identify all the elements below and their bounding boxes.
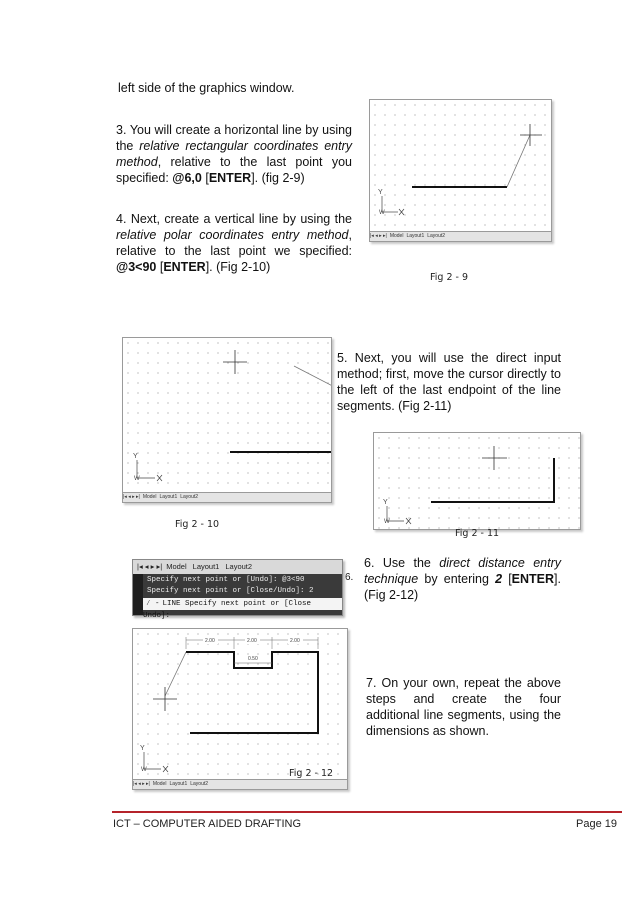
figure-2-9 [369,99,552,242]
tab-layout2[interactable]: Layout2 [427,233,446,239]
step-6-text-c: by entering [418,572,496,586]
figure-2-11-caption: Fig 2 - 11 [455,528,500,539]
tab-layout2[interactable]: Layout2 [180,494,199,500]
step-6-technique: direct distance entry technique [364,556,561,586]
dimension-label-4: 0.50 [248,656,258,662]
command-window [132,559,343,620]
step-3-text-a: 3. You will create a horizontal line by using the [116,123,352,153]
paragraph-continued: left side of the graphics window. [118,81,295,95]
step-6-paragraph [364,555,561,603]
footer-course-title: ICT – COMPUTER AIDED DRAFTING [113,818,302,830]
footer-rule [112,811,622,813]
layout-tab-bar [133,560,342,574]
drawing-canvas [374,433,580,529]
step-3-text-g: ]. (fig 2-9) [251,171,305,185]
tab-nav-arrows[interactable]: |◂ ◂ ▸ ▸| [133,781,150,787]
page-number: Page 19 [576,818,617,830]
step-6-enter: ENTER [511,572,555,586]
step-3-enter: ENTER [208,171,252,185]
step-3-text-e: [ [201,171,209,185]
tab-model[interactable]: Model [389,233,404,239]
layout-tab-bar [133,779,347,789]
tab-layout1[interactable]: Layout1 [406,233,425,239]
dimension-label-2: 2.00 [247,638,257,644]
figure-2-11 [373,432,581,530]
command-input-text: LINE Specify next point or [Close Undo]: [143,600,312,620]
dimension-label-1: 2.00 [205,638,215,644]
tab-model[interactable]: Model [166,562,187,571]
step-4-text-a: 4. Next, create a vertical line by using the [116,212,352,226]
step-4-text-e: [ [156,260,164,274]
ucs-y-label: Y [383,499,388,506]
step-3-text-c: , relative to the last point you specified: [116,155,352,185]
tab-layout1[interactable]: Layout1 [169,781,188,787]
step-6-text-a: 6. Use the [364,556,440,570]
figure-2-9-caption: Fig 2 - 9 [430,272,469,283]
ucs-w-label: W [379,210,385,216]
tab-model[interactable]: Model [152,781,167,787]
step-3-paragraph [116,122,352,186]
tab-layout2[interactable]: Layout2 [225,562,253,571]
ucs-y-label: Y [140,745,145,752]
step-5-paragraph: 5. Next, you will use the direct input method; first, move the cursor directly to the left of the last endpoint of the line segments. (Fig 2-11) [337,351,561,413]
figure-2-10-caption: Fig 2 - 10 [175,519,220,530]
layout-tab-bar [123,492,331,502]
tab-nav-arrows[interactable]: |◂ ◂ ▸ ▸| [370,233,387,239]
step-6-marker: 6. [345,572,354,583]
step-6-text-g: ]. (Fig 2-12) [364,572,561,602]
figure-2-10 [122,337,332,503]
ucs-w-label: W [384,519,390,525]
ucs-y-label: Y [133,453,138,460]
command-history-line-2: Specify next point or [Close/Undo]: 2 [147,587,314,595]
step-3-coord: @6,0 [172,171,202,185]
step-3-method: relative rectangular coordinates entry method [116,139,352,169]
step-4-text-c: , relative to the last point we specified: [116,228,352,258]
tab-layout1[interactable]: Layout1 [159,494,178,500]
drawing-canvas [370,100,551,231]
ucs-w-label: W [134,476,140,482]
tab-model[interactable]: Model [142,494,157,500]
tab-layout1[interactable]: Layout1 [192,562,220,571]
figure-2-12-caption: Fig 2 - 12 [289,768,334,779]
command-input[interactable] [143,598,342,620]
layout-tab-bar [370,231,551,241]
step-4-method: relative polar coordinates entry method [116,228,349,242]
figure-2-12 [132,628,348,790]
command-prompt-icon: ⁄ - [146,600,160,608]
step-4-paragraph [116,211,352,275]
drawing-canvas [123,338,331,492]
ucs-w-label: W [141,767,147,773]
step-6-value: 2 [495,572,503,586]
step-7-paragraph: 7. On your own, repeat the above steps and create the four additional line segments, using the dimensions as shown. [366,676,561,738]
step-4-enter: ENTER [163,260,206,274]
step-4-text-g: ]. (Fig 2-10) [205,260,271,274]
step-4-coord: @3<90 [116,260,157,274]
tab-nav-arrows[interactable]: |◂ ◂ ▸ ▸| [137,562,163,571]
command-history-line-1: Specify next point or [Undo]: @3<90 [147,576,305,584]
drawing-canvas [133,629,347,779]
step-6-text-e: [ [502,572,512,586]
tab-nav-arrows[interactable]: |◂ ◂ ▸ ▸| [123,494,140,500]
command-window-handle[interactable] [133,574,143,615]
ucs-y-label: Y [378,189,383,196]
tab-layout2[interactable]: Layout2 [190,781,209,787]
dimension-label-3: 2.00 [290,638,300,644]
